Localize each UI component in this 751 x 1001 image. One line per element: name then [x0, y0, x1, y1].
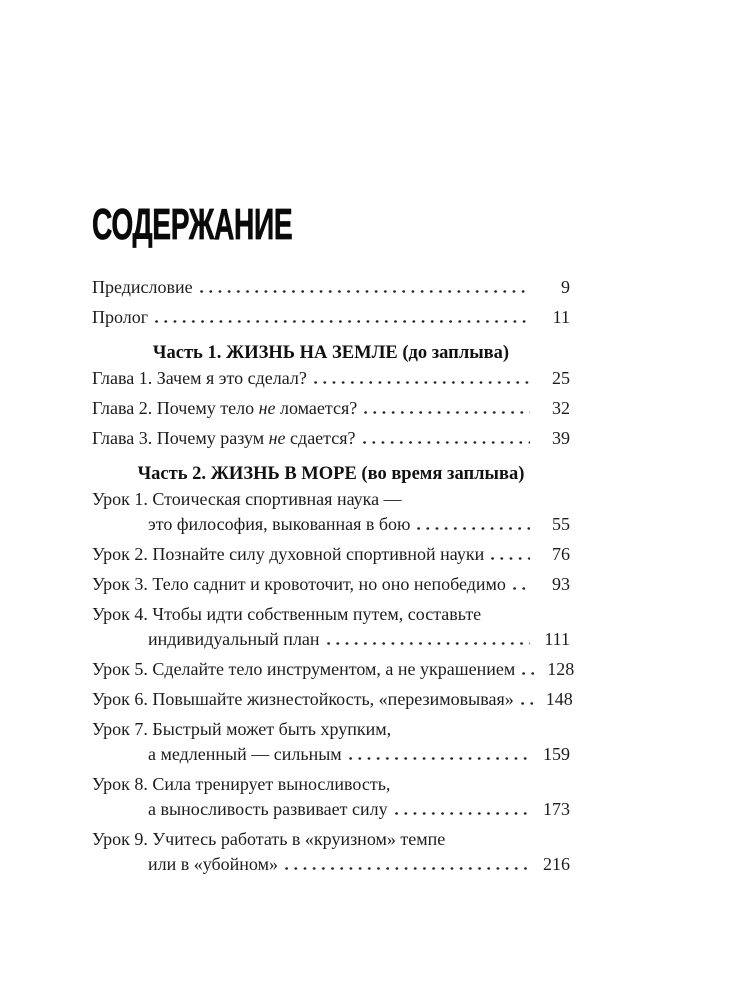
page-number: 76	[552, 544, 570, 564]
toc-entry-lesson5	[92, 659, 575, 680]
toc-entry-label: а выносливость развивает силу	[148, 799, 388, 819]
part1-heading: Часть 1. ЖИЗНЬ НА ЗЕМЛЕ (до заплыва)	[152, 343, 510, 363]
dot-leader	[417, 516, 530, 530]
dot-leader	[364, 400, 530, 414]
dot-leader	[200, 279, 530, 293]
dot-leader	[491, 546, 530, 560]
toc-entry-line1: Урок 7. Быстрый может быть хрупким,	[92, 719, 392, 739]
toc-entry-line2	[92, 854, 570, 875]
toc-entry-line2	[92, 514, 570, 535]
toc-entry-label: Пролог	[92, 307, 149, 327]
dot-leader	[349, 746, 530, 760]
dot-leader	[155, 309, 530, 323]
dot-leader	[395, 801, 530, 815]
toc-entry-chapter2	[92, 398, 570, 419]
label-italic-segment: не	[268, 428, 286, 448]
page-number: 148	[545, 689, 573, 709]
contents-title-text: СОДЕРЖАНИЕ	[92, 200, 293, 249]
toc-entry-line1: Урок 9. Учитесь работать в «круизном» темпе	[92, 829, 446, 849]
label-segment: Глава 3. Почему разум	[92, 428, 269, 448]
page-number: 39	[552, 428, 570, 448]
dot-leader	[513, 576, 530, 590]
toc-entry-label: Урок 2. Познайте силу духовной спортивной науки	[92, 544, 485, 564]
toc-entry-chapter1	[92, 368, 570, 389]
toc-entry-label: индивидуальный план	[148, 629, 320, 649]
toc-entry-lesson3	[92, 574, 570, 595]
toc-content	[92, 200, 575, 884]
label-segment: сдается?	[285, 428, 356, 448]
dot-leader	[363, 430, 530, 444]
dot-leader	[285, 856, 530, 870]
toc-entry-lesson6	[92, 689, 573, 710]
dot-leader	[327, 631, 530, 645]
toc-entry-chapter3	[92, 428, 570, 449]
toc-entry-label	[92, 428, 356, 449]
label-segment: Глава 2. Почему тело	[92, 398, 259, 418]
toc-entry-label: или в «убойном»	[148, 854, 278, 874]
table-of-contents	[92, 277, 575, 875]
toc-entry-label: Глава 1. Зачем я это сделал?	[92, 368, 307, 388]
page-number: 32	[552, 398, 570, 418]
toc-entry-line1: Урок 4. Чтобы идти собственным путем, составьте	[92, 604, 482, 624]
page-number: 9	[561, 277, 570, 297]
toc-entry-label: Предисловие	[92, 277, 193, 297]
page-number: 128	[547, 659, 575, 679]
page-number: 159	[543, 744, 570, 764]
toc-entry-label: а медленный — сильным	[148, 744, 342, 764]
label-italic-segment: не	[258, 398, 276, 418]
toc-entry-label: Урок 6. Повышайте жизнестойкость, «перезимовывая»	[92, 689, 514, 709]
toc-entry-lesson2	[92, 544, 570, 565]
toc-entry-line2	[92, 629, 570, 650]
toc-entry-line2	[92, 744, 570, 765]
toc-entry-lesson1	[92, 489, 570, 535]
part2-heading: Часть 2. ЖИЗНЬ В МОРЕ (во время заплыва)	[137, 464, 525, 484]
page-number: 216	[543, 854, 570, 874]
toc-entry-label: это философия, выкованная в бою	[148, 514, 411, 534]
toc-entry-line2	[92, 799, 570, 820]
dot-leader	[521, 691, 533, 705]
page-number: 25	[552, 368, 570, 388]
dot-leader	[522, 661, 534, 675]
page-number: 111	[544, 629, 570, 649]
toc-entry-label	[92, 398, 357, 419]
toc-entry-lesson7	[92, 719, 570, 765]
toc-entry-line1: Урок 8. Сила тренирует выносливость,	[92, 774, 391, 794]
toc-entry-lesson8	[92, 774, 570, 820]
toc-entry-prologue	[92, 307, 570, 328]
page-number: 11	[552, 307, 570, 327]
page-number: 173	[543, 799, 570, 819]
contents-title	[92, 200, 570, 249]
label-segment: ломается?	[275, 398, 358, 418]
toc-entry-lesson4	[92, 604, 570, 650]
toc-entry-line1: Урок 1. Стоическая спортивная наука —	[92, 489, 402, 509]
toc-entry-lesson9	[92, 829, 570, 875]
page-number: 55	[552, 514, 570, 534]
toc-entry-label: Урок 5. Сделайте тело инструментом, а не украшением	[92, 659, 516, 679]
dot-leader	[314, 370, 530, 384]
toc-entry-label: Урок 3. Тело саднит и кровоточит, но оно непобедимо	[92, 574, 506, 594]
page-number: 93	[552, 574, 570, 594]
toc-entry-preface	[92, 277, 570, 298]
